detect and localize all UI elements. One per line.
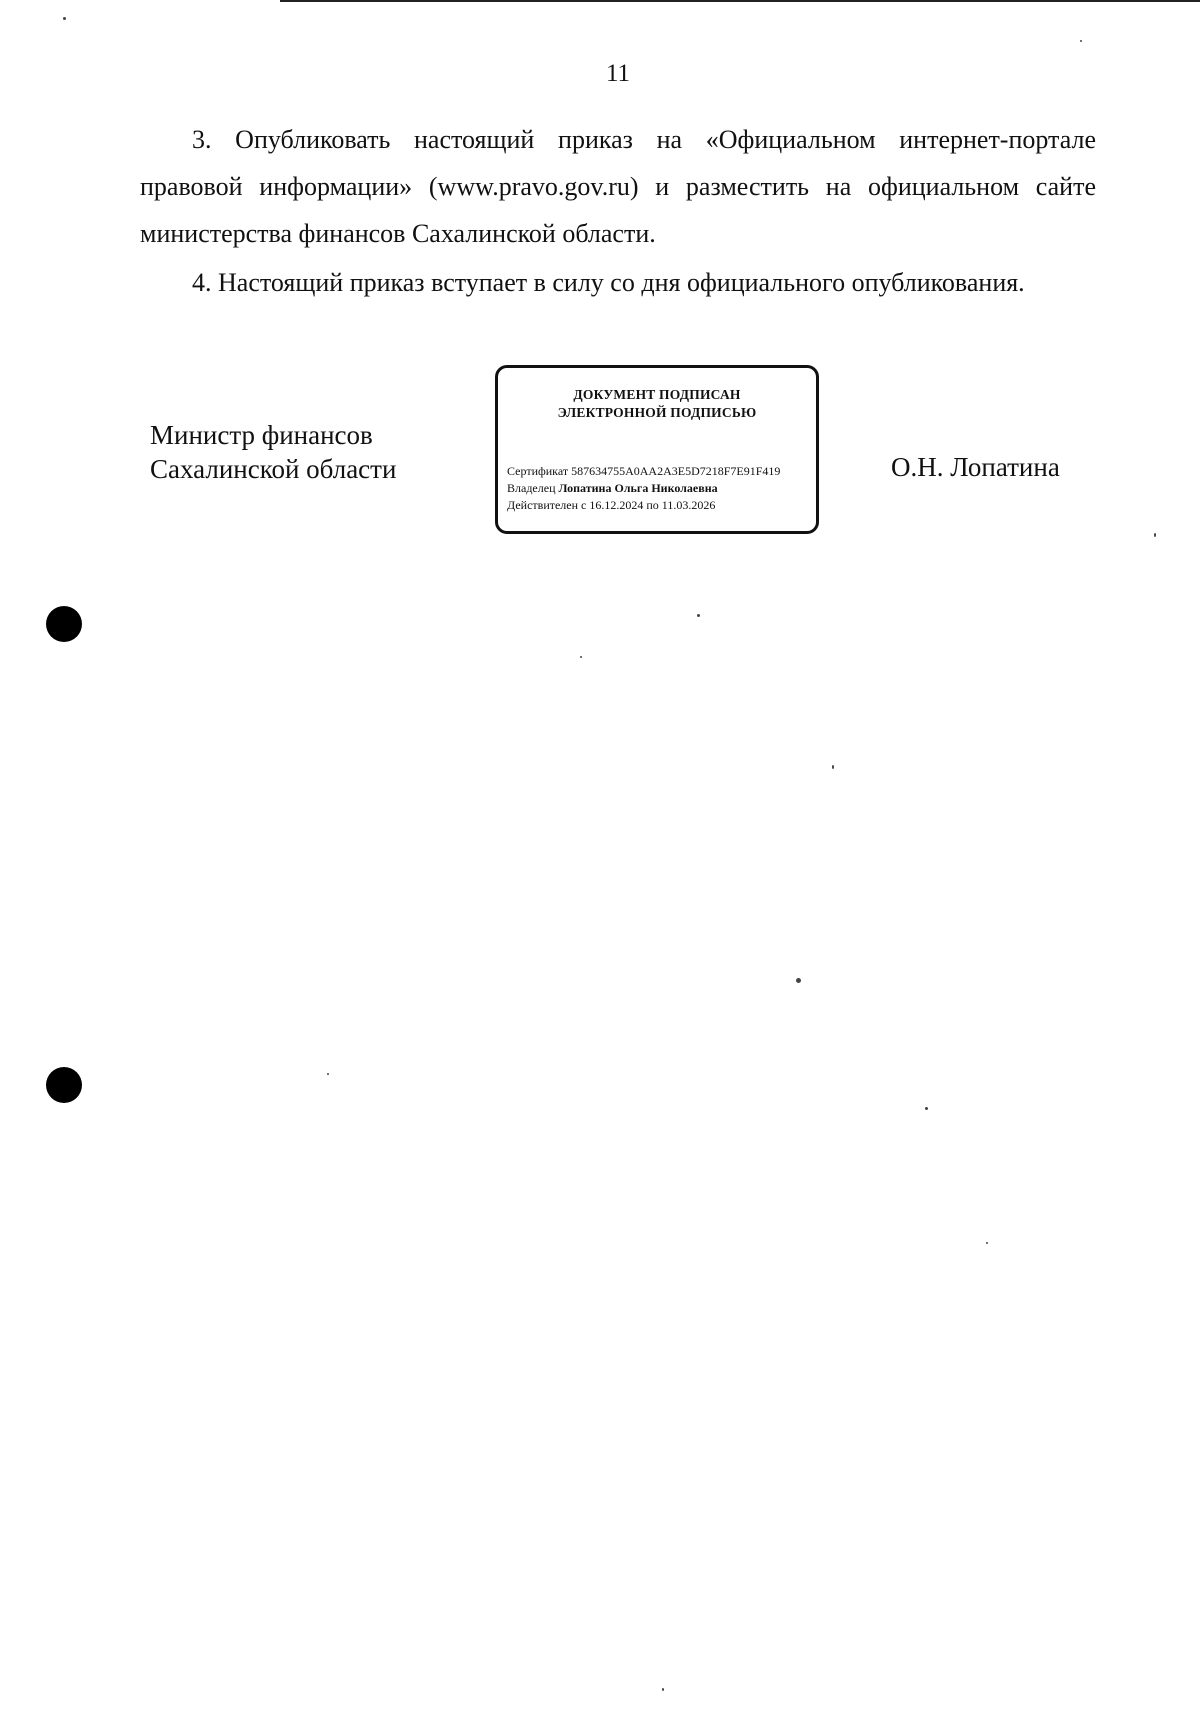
stamp-owner-row (507, 480, 780, 497)
paragraph-effective-date: 4. Настоящий приказ вступает в силу со дня официального опубликования. (192, 268, 1025, 297)
scan-speck (796, 978, 801, 983)
stamp-certificate-row (507, 463, 780, 480)
stamp-title-line1: ДОКУМЕНТ ПОДПИСАН (573, 387, 741, 402)
stamp-validity: Действителен с 16.12.2024 по 11.03.2026 (507, 498, 716, 512)
punch-hole-lower (46, 1067, 82, 1103)
scan-speck (986, 1242, 988, 1244)
top-edge-rule (280, 0, 1200, 2)
scan-speck (1154, 533, 1156, 537)
stamp-owner-label: Владелец (507, 481, 556, 495)
signer-name: О.Н. Лопатина (891, 452, 1060, 482)
scan-speck (832, 765, 834, 769)
punch-hole-upper (46, 606, 82, 642)
scan-speck (327, 1073, 329, 1075)
order-body (140, 116, 1096, 306)
scan-speck (662, 1688, 664, 1691)
signer-position-line2: Сахалинской области (150, 454, 397, 484)
electronic-signature-stamp (495, 365, 819, 534)
paragraph-publication: 3. Опубликовать настоящий приказ на «Официальном интернет-портале правовой информации» (www.pravo.gov.ru) и разместить на официальном сайте министерства финансов Сахалинской области. (140, 125, 1096, 248)
scan-speck (63, 17, 66, 20)
scan-speck (925, 1107, 928, 1110)
stamp-owner-value: Лопатина Ольга Николаевна (558, 481, 718, 495)
scan-speck (580, 656, 582, 658)
signer-position (150, 418, 396, 486)
stamp-title (498, 386, 816, 422)
stamp-certificate-label: Сертификат (507, 464, 569, 478)
stamp-title-line2: ЭЛЕКТРОННОЙ ПОДПИСЬЮ (557, 405, 757, 420)
scan-speck (697, 614, 700, 617)
page-number: 11 (605, 60, 631, 87)
signer-position-line1: Министр финансов (150, 420, 373, 450)
stamp-certificate-value: 587634755A0AA2A3E5D7218F7E91F419 (571, 464, 781, 478)
stamp-details (507, 463, 780, 514)
scan-speck (1080, 40, 1082, 42)
